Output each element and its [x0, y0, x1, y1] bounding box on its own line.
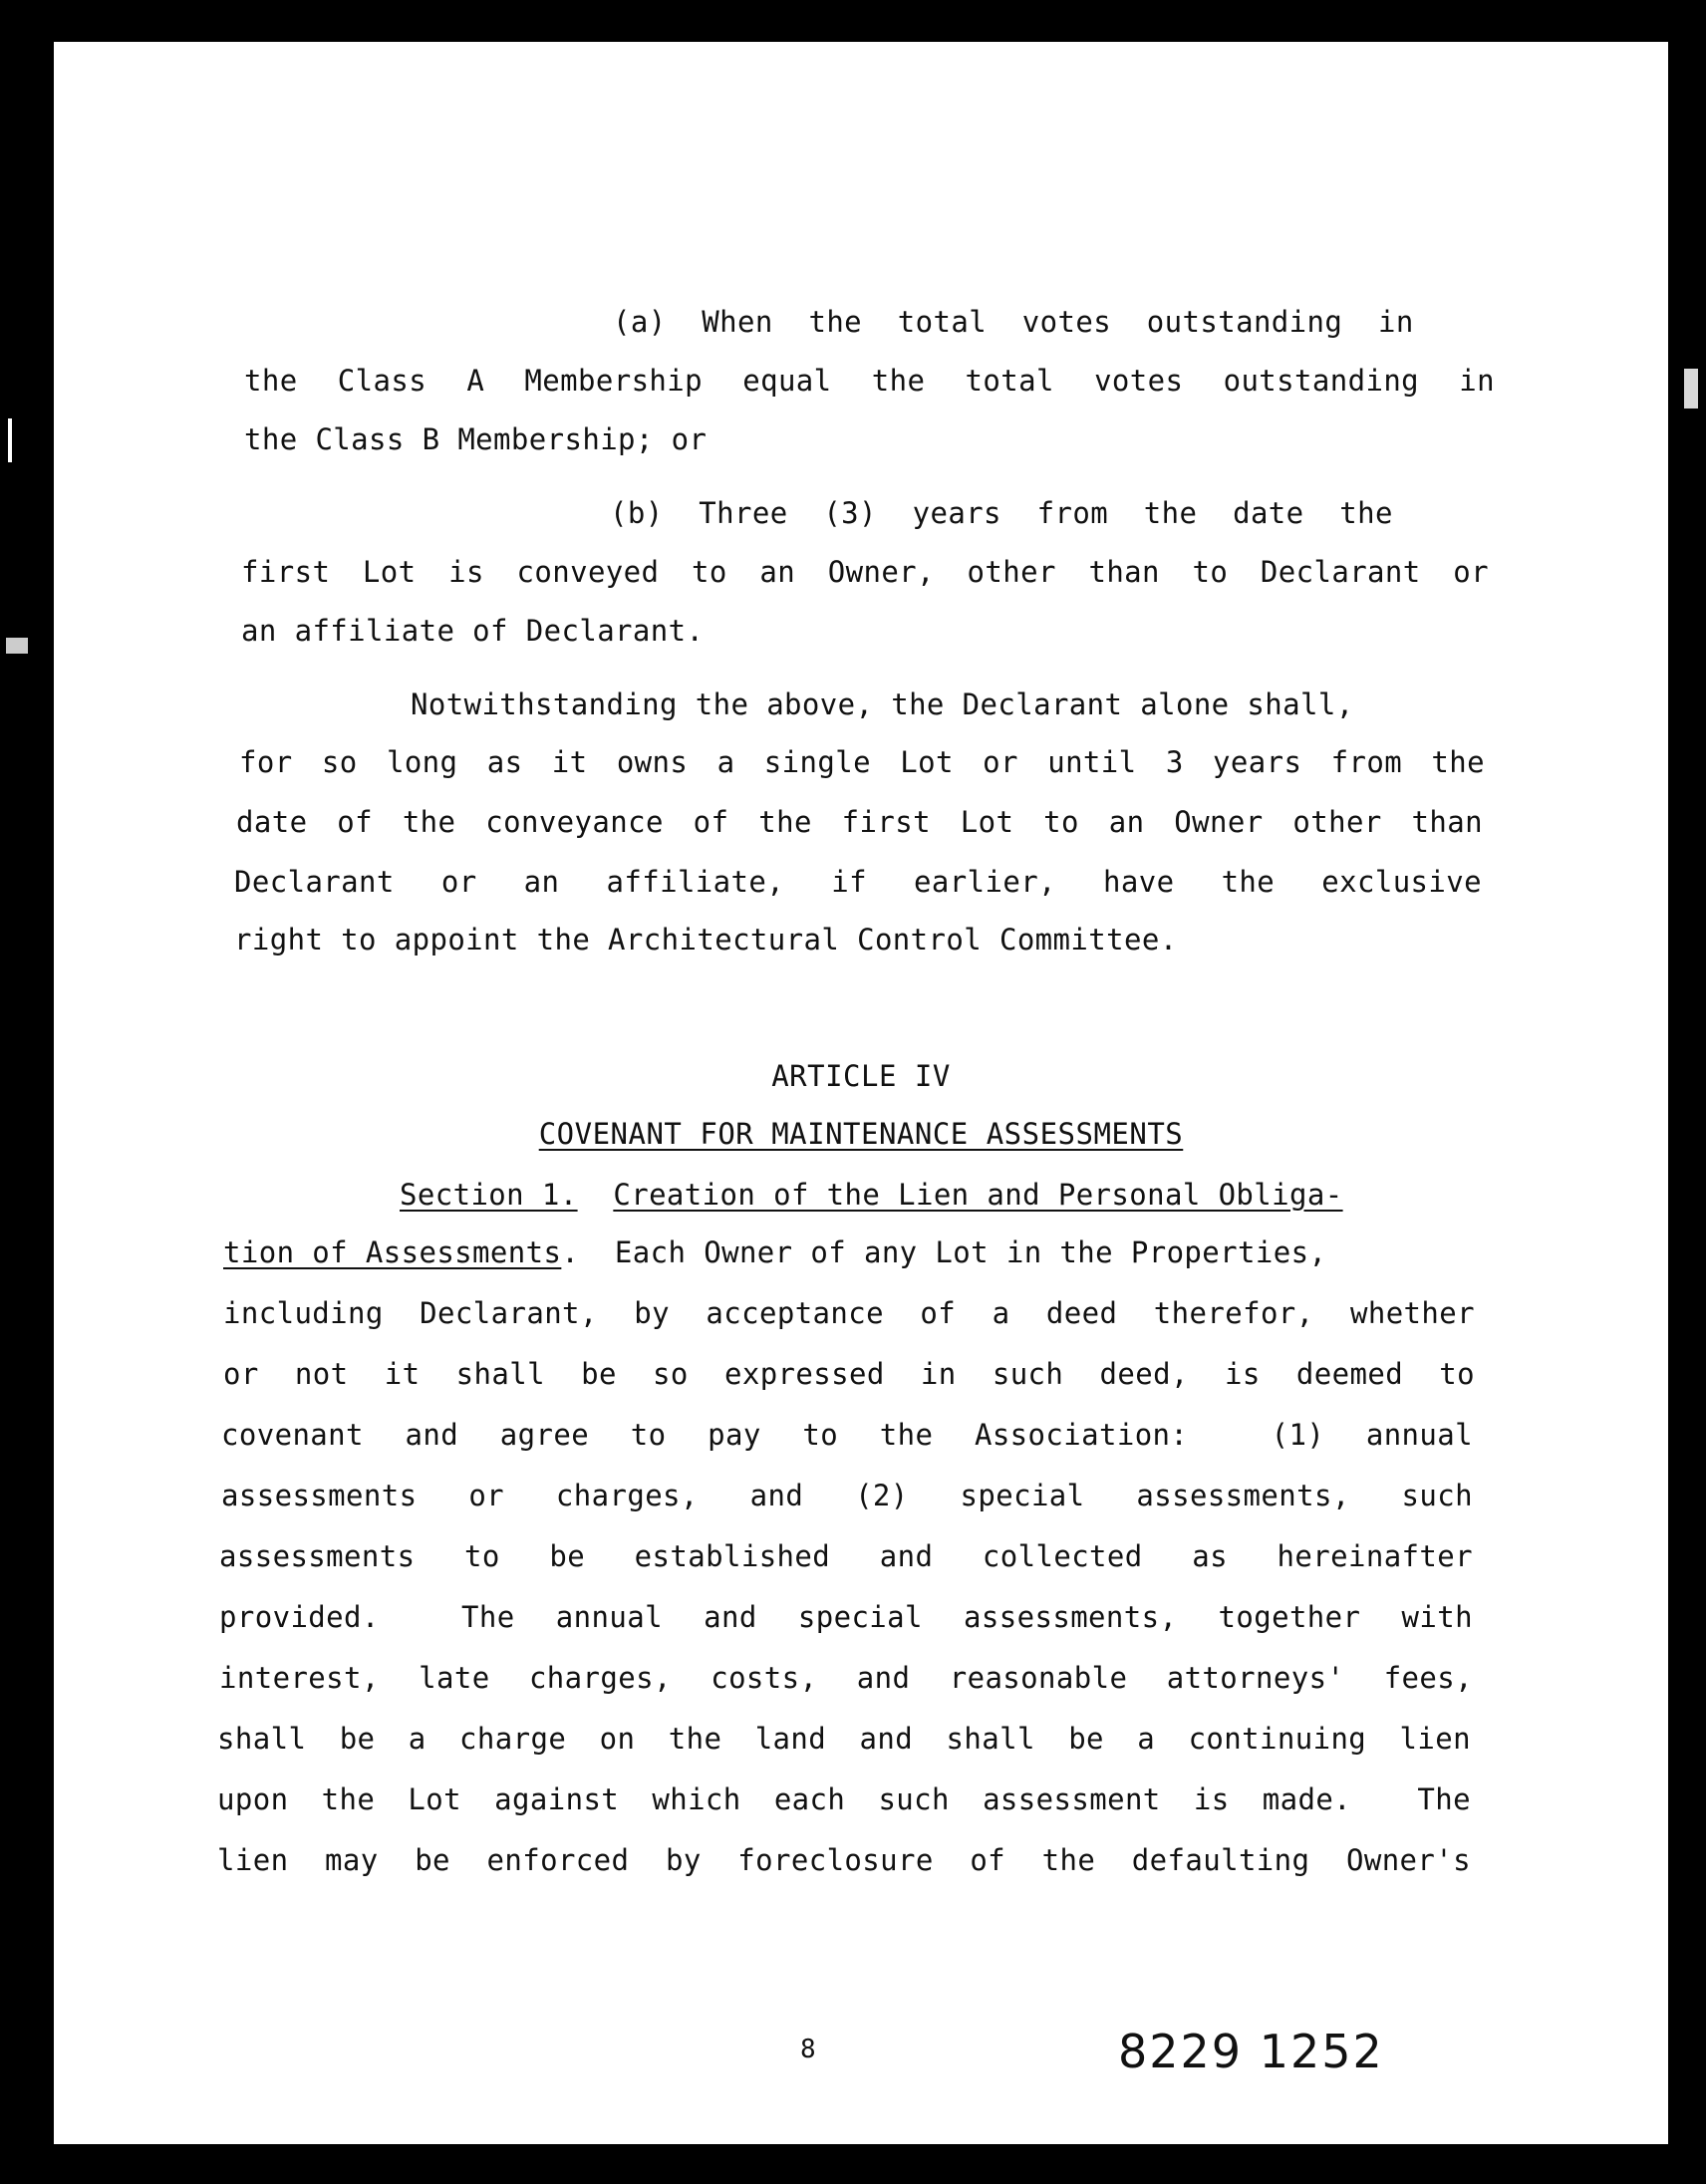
- scan-artifact: [6, 638, 28, 654]
- section-heading-part-1: Creation of the Lien and Personal Obliga-: [613, 1178, 1343, 1212]
- section-label: Section 1.: [400, 1178, 578, 1212]
- section-1-line-1: [223, 1235, 1326, 1269]
- section-1-line-1-text: . Each Owner of any Lot in the Properties,: [561, 1235, 1327, 1269]
- notwithstanding-line-1: Notwithstanding the above, the Declarant alone shall,: [411, 687, 1354, 721]
- clause-a-line-2: the Class A Membership equal the total votes outstanding in: [244, 364, 1495, 398]
- section-1-line: lien may be enforced by foreclosure of the defaulting Owner's: [217, 1843, 1471, 1877]
- clause-b-line-3: an affiliate of Declarant.: [241, 614, 705, 648]
- document-page: [54, 42, 1668, 2144]
- article-number: ARTICLE IV: [771, 1059, 951, 1093]
- section-1-line: interest, late charges, costs, and reasonable attorneys' fees,: [219, 1661, 1473, 1695]
- scan-artifact: [829, 0, 885, 34]
- section-1-line: assessments to be established and collected as hereinafter: [219, 1539, 1473, 1573]
- section-heading-part-2: tion of Assessments: [223, 1235, 562, 1269]
- scan-artifact: [8, 418, 12, 462]
- section-1-line: assessments or charges, and (2) special assessments, such: [221, 1479, 1473, 1512]
- clause-b-line-1: (b) Three (3) years from the date the: [610, 496, 1393, 530]
- section-1-line: covenant and agree to pay to the Association: (1) annual: [221, 1418, 1473, 1452]
- section-1-line: upon the Lot against which each such assessment is made. The: [217, 1782, 1471, 1816]
- page-number: 8: [800, 2035, 816, 2064]
- document-number: 8229 1252: [1118, 2025, 1384, 2078]
- notwithstanding-line-2: for so long as it owns a single Lot or until 3 years from the: [239, 745, 1485, 779]
- section-1-line: shall be a charge on the land and shall be a continuing lien: [217, 1722, 1471, 1756]
- section-1-line: or not it shall be so expressed in such deed, is deemed to: [223, 1357, 1475, 1391]
- article-title: COVENANT FOR MAINTENANCE ASSESSMENTS: [538, 1117, 1184, 1151]
- notwithstanding-line-3: date of the conveyance of the first Lot to an Owner other than: [236, 805, 1483, 839]
- notwithstanding-line-4: Declarant or an affiliate, if earlier, have the exclusive: [234, 865, 1482, 899]
- scan-artifact: [1684, 369, 1698, 409]
- clause-a-line-3: the Class B Membership; or: [244, 422, 708, 456]
- notwithstanding-line-5: right to appoint the Architectural Control Committee.: [234, 923, 1178, 956]
- clause-b-line-2: first Lot is conveyed to an Owner, other than to Declarant or: [241, 555, 1489, 589]
- section-1-line: including Declarant, by acceptance of a deed therefor, whether: [223, 1296, 1475, 1330]
- clause-a-line-1: (a) When the total votes outstanding in: [613, 305, 1414, 339]
- article-title-wrap: [54, 1117, 1668, 1151]
- section-1-heading-line: [400, 1178, 1343, 1212]
- section-1-line: provided. The annual and special assessments, together with: [219, 1600, 1473, 1634]
